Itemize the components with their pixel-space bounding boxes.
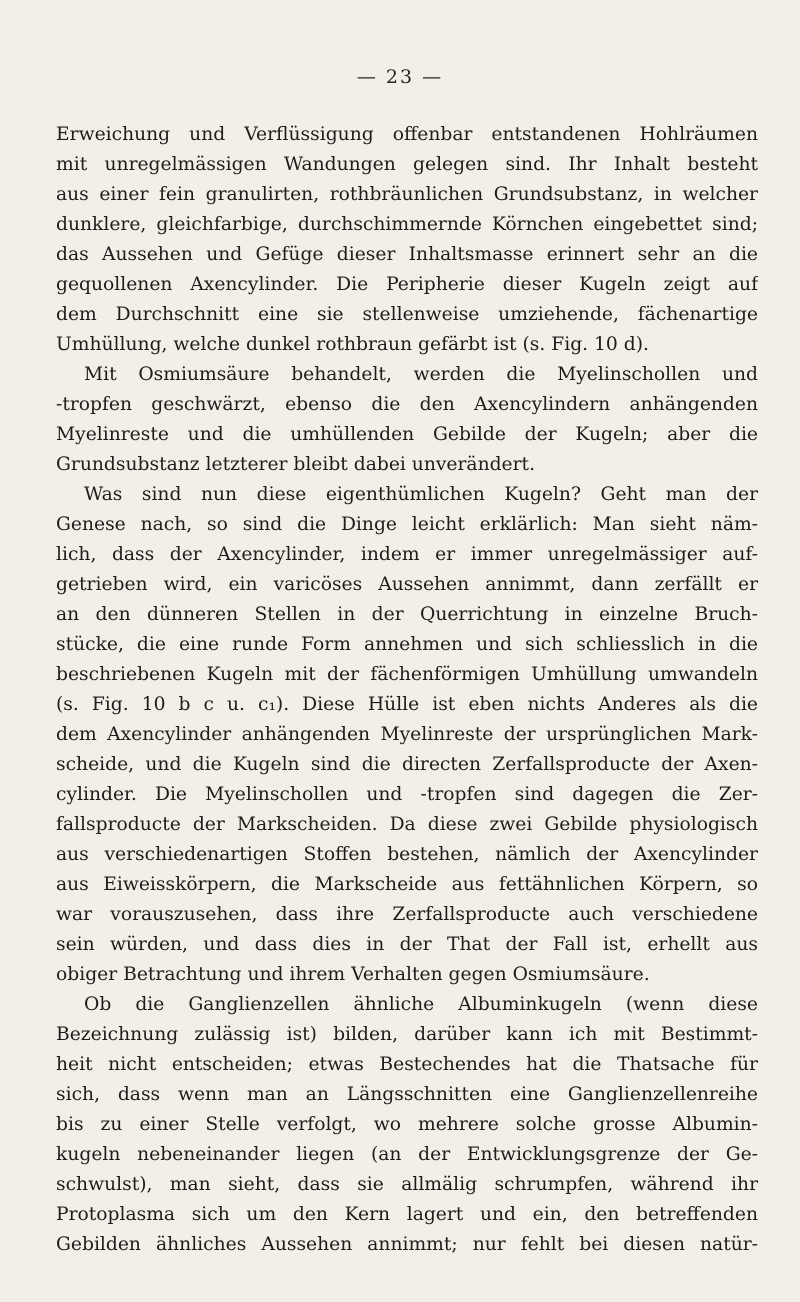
- text-line: heit nicht entscheiden; etwas Bestechendes hat die Thatsache für: [56, 1054, 758, 1075]
- text-line: Myelinreste und die umhüllenden Gebilde der Kugeln; aber die: [56, 424, 758, 445]
- text-line: lich, dass der Axencylinder, indem er immer unregelmässiger auf-: [56, 544, 758, 565]
- text-line: sich, dass wenn man an Längsschnitten eine Ganglienzellenreihe: [56, 1084, 758, 1105]
- text-line: Mit Osmiumsäure behandelt, werden die Myelinschollen und: [84, 364, 758, 385]
- text-line: bis zu einer Stelle verfolgt, wo mehrere solche grosse Albumin-: [56, 1114, 758, 1135]
- text-line: Umhüllung, welche dunkel rothbraun gefärbt ist (s. Fig. 10 d).: [56, 334, 649, 355]
- text-line: Was sind nun diese eigenthümlichen Kugeln? Geht man der: [84, 484, 758, 505]
- text-line: Grundsubstanz letzterer bleibt dabei unverändert.: [56, 454, 536, 475]
- text-line: dem Axencylinder anhängenden Myelinreste der ursprünglichen Mark-: [56, 724, 758, 745]
- text-line: getrieben wird, ein varicöses Aussehen annimmt, dann zerfällt er: [56, 574, 758, 595]
- text-line: Protoplasma sich um den Kern lagert und ein, den betreffenden: [56, 1204, 758, 1225]
- text-line: war vorauszusehen, dass ihre Zerfallsproducte auch verschiedene: [56, 904, 758, 925]
- text-line: aus einer fein granulirten, rothbräunlichen Grundsubstanz, in welcher: [56, 184, 758, 205]
- text-line: das Aussehen und Gefüge dieser Inhaltsmasse erinnert sehr an die: [56, 244, 758, 265]
- text-line: Ob die Ganglienzellen ähnliche Albuminkugeln (wenn diese: [84, 994, 758, 1015]
- text-line: stücke, die eine runde Form annehmen und sich schliesslich in die: [56, 634, 758, 655]
- text-line: Genese nach, so sind die Dinge leicht erklärlich: Man sieht näm-: [56, 514, 758, 535]
- text-line: (s. Fig. 10 b c u. c₁). Diese Hülle ist eben nichts Anderes als die: [56, 694, 758, 715]
- text-line: fallsproducte der Markscheiden. Da diese zwei Gebilde physiologisch: [56, 814, 758, 835]
- text-line: Erweichung und Verflüssigung offenbar entstandenen Hohlräumen: [56, 124, 758, 145]
- body-text: [56, 120, 758, 1260]
- text-line: schwulst), man sieht, dass sie allmälig schrumpfen, während ihr: [56, 1174, 758, 1195]
- text-line: dunklere, gleichfarbige, durchschimmernde Körnchen eingebettet sind;: [56, 214, 758, 235]
- text-line: an den dünneren Stellen in der Querrichtung in einzelne Bruch-: [56, 604, 758, 625]
- text-line: Bezeichnung zulässig ist) bilden, darüber kann ich mit Bestimmt-: [56, 1024, 758, 1045]
- text-line: aus Eiweisskörpern, die Markscheide aus fettähnlichen Körpern, so: [56, 874, 758, 895]
- text-line: sein würden, und dass dies in der That der Fall ist, erhellt aus: [56, 934, 758, 955]
- text-line: kugeln nebeneinander liegen (an der Entwicklungsgrenze der Ge-: [56, 1144, 758, 1165]
- text-line: scheide, und die Kugeln sind die directen Zerfallsproducte der Axen-: [56, 754, 758, 775]
- text-line: beschriebenen Kugeln mit der fächenförmigen Umhüllung umwandeln: [56, 664, 758, 685]
- text-line: obiger Betrachtung und ihrem Verhalten gegen Osmiumsäure.: [56, 964, 650, 985]
- text-line: mit unregelmässigen Wandungen gelegen sind. Ihr Inhalt besteht: [56, 154, 758, 175]
- page-number: — 23 —: [356, 66, 444, 88]
- text-line: gequollenen Axencylinder. Die Peripherie dieser Kugeln zeigt auf: [56, 274, 758, 295]
- text-line: Gebilden ähnliches Aussehen annimmt; nur fehlt bei diesen natür-: [56, 1234, 758, 1255]
- text-line: cylinder. Die Myelinschollen und -tropfen sind dagegen die Zer-: [56, 784, 758, 805]
- text-line: dem Durchschnitt eine sie stellenweise umziehende, fächenartige: [56, 304, 758, 325]
- text-line: -tropfen geschwärzt, ebenso die den Axencylindern anhängenden: [56, 394, 758, 415]
- text-line: aus verschiedenartigen Stoffen bestehen, nämlich der Axencylinder: [56, 844, 758, 865]
